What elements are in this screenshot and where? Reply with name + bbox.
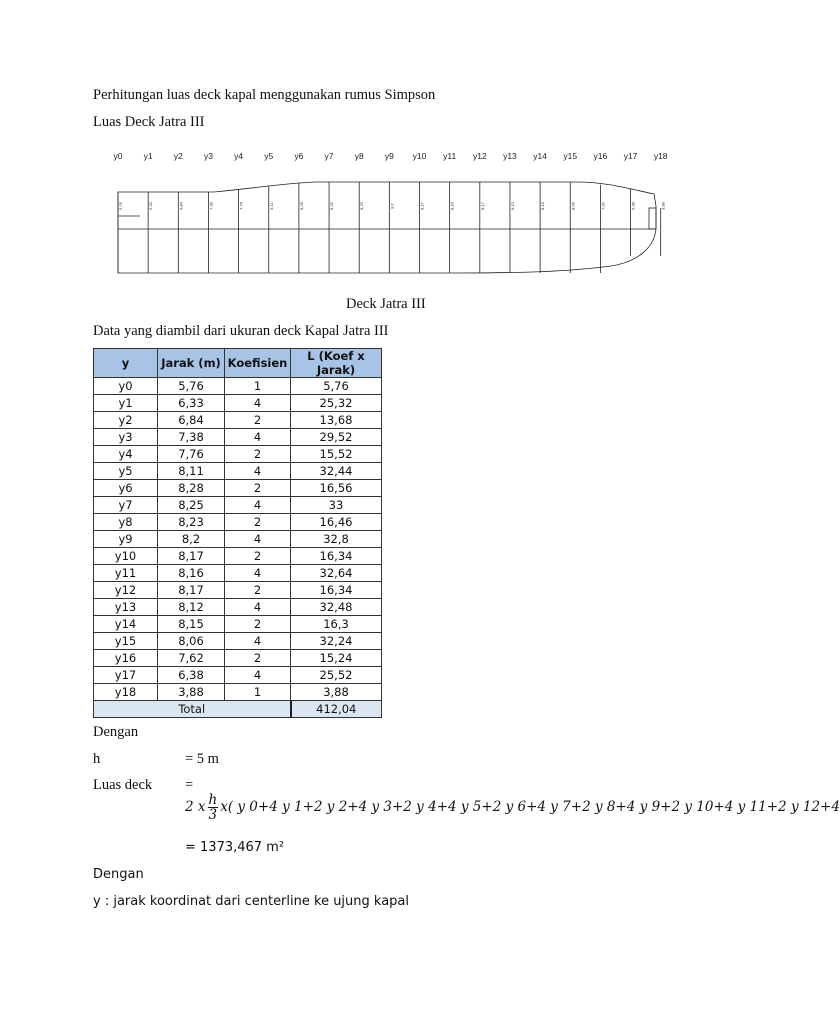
cell-jarak: 8,11 (158, 463, 225, 480)
cell-jarak: 7,38 (158, 429, 225, 446)
cell-koefisien: 4 (225, 497, 291, 514)
table-row (94, 463, 382, 480)
measurement-label: 8,23 (359, 202, 365, 210)
cell-y: y13 (94, 599, 158, 616)
measurement-label: 6,38 (630, 202, 636, 210)
cell-y: y18 (94, 684, 158, 701)
station-label: y0 (113, 151, 123, 161)
measurement-label: 8,28 (298, 202, 304, 210)
cell-l: 16,46 (291, 514, 382, 531)
station-label: y18 (653, 151, 668, 161)
table-row (94, 650, 382, 667)
station-label: y9 (384, 151, 394, 161)
cell-y: y6 (94, 480, 158, 497)
cell-y: y11 (94, 565, 158, 582)
cell-jarak: 6,84 (158, 412, 225, 429)
measurement-label: 8,2 (389, 203, 395, 209)
measurement-label: 6,33 (148, 202, 154, 210)
measurement-label: 8,12 (509, 202, 515, 210)
cell-jarak: 7,76 (158, 446, 225, 463)
cell-koefisien: 4 (225, 463, 291, 480)
measurement-label: 8,16 (449, 202, 455, 210)
total-label: Total (94, 701, 291, 718)
cell-y: y9 (94, 531, 158, 548)
fraction-denominator: 3 (208, 807, 218, 823)
station-label: y1 (143, 151, 153, 161)
measurement-label: 8,17 (479, 202, 485, 210)
table-row (94, 480, 382, 497)
station-label: y17 (623, 151, 638, 161)
measurement-label: 7,38 (208, 202, 214, 210)
cell-jarak: 5,76 (158, 378, 225, 395)
measurement-label: 8,25 (329, 202, 335, 210)
station-label: y7 (324, 151, 334, 161)
cell-jarak: 8,17 (158, 582, 225, 599)
cell-jarak: 8,2 (158, 531, 225, 548)
table-row (94, 616, 382, 633)
cell-l: 16,56 (291, 480, 382, 497)
cell-jarak: 7,62 (158, 650, 225, 667)
cell-l: 33 (291, 497, 382, 514)
measurement-label: 6,84 (178, 202, 184, 210)
cell-l: 16,34 (291, 582, 382, 599)
table-row (94, 582, 382, 599)
cell-l: 25,32 (291, 395, 382, 412)
cell-l: 32,48 (291, 599, 382, 616)
heading: Perhitungan luas deck kapal menggunakan rumus Simpson (93, 87, 436, 103)
cell-jarak: 8,23 (158, 514, 225, 531)
h-value: = 5 m (185, 751, 219, 767)
formula-body: x( y 0+4 y 1+2 y 2+4 y 3+2 y 4+4 y 5+2 y 6+4 y 7+2 y 8+4 y 9+2 y 10+4 y 11+2 y 12+4 (220, 799, 840, 815)
cell-koefisien: 2 (225, 650, 291, 667)
table-row (94, 412, 382, 429)
table-row (94, 395, 382, 412)
cell-y: y8 (94, 514, 158, 531)
station-label: y6 (294, 151, 304, 161)
cell-l: 32,44 (291, 463, 382, 480)
cell-koefisien: 2 (225, 582, 291, 599)
cell-y: y17 (94, 667, 158, 684)
station-label: y8 (354, 151, 364, 161)
cell-koefisien: 2 (225, 548, 291, 565)
cell-l: 32,64 (291, 565, 382, 582)
station-label: y5 (264, 151, 274, 161)
header-koefisien: Koefisien (225, 349, 291, 378)
cell-l: 3,88 (291, 684, 382, 701)
cell-koefisien: 4 (225, 565, 291, 582)
cell-l: 25,52 (291, 667, 382, 684)
measurement-label: 7,62 (600, 202, 606, 210)
cell-jarak: 8,16 (158, 565, 225, 582)
cell-jarak: 8,06 (158, 633, 225, 650)
cell-l: 29,52 (291, 429, 382, 446)
dengan-label-2: Dengan (93, 867, 144, 882)
cell-y: y4 (94, 446, 158, 463)
cell-l: 15,52 (291, 446, 382, 463)
station-label: y11 (443, 151, 457, 161)
cell-l: 32,24 (291, 633, 382, 650)
measurement-label: 5,76 (118, 202, 123, 210)
cell-jarak: 8,25 (158, 497, 225, 514)
bow-box (649, 208, 656, 229)
cell-l: 16,34 (291, 548, 382, 565)
cell-l: 32,8 (291, 531, 382, 548)
cell-y: y15 (94, 633, 158, 650)
header-l: L (Koef x Jarak) (291, 349, 382, 378)
cell-y: y3 (94, 429, 158, 446)
cell-koefisien: 2 (225, 480, 291, 497)
cell-y: y2 (94, 412, 158, 429)
cell-koefisien: 4 (225, 429, 291, 446)
result-value: = 1373,467 m² (185, 840, 285, 855)
table-row (94, 446, 382, 463)
total-value: 412,04 (291, 701, 382, 718)
cell-koefisien: 4 (225, 667, 291, 684)
formula-prefix: 2 x (185, 799, 206, 815)
station-label: y10 (412, 151, 427, 161)
table-row (94, 667, 382, 684)
h-label: h (93, 751, 101, 767)
cell-y: y16 (94, 650, 158, 667)
cell-y: y5 (94, 463, 158, 480)
table-row (94, 599, 382, 616)
measurement-label: 8,11 (268, 202, 274, 210)
measurement-label: 8,15 (540, 202, 546, 210)
cell-y: y0 (94, 378, 158, 395)
station-label: y12 (472, 151, 487, 161)
cell-jarak: 6,33 (158, 395, 225, 412)
cell-l: 15,24 (291, 650, 382, 667)
table-row (94, 684, 382, 701)
cell-y: y7 (94, 497, 158, 514)
cell-y: y1 (94, 395, 158, 412)
deck-diagram (96, 144, 676, 289)
header-jarak: Jarak (m) (158, 349, 225, 378)
table-row (94, 548, 382, 565)
cell-koefisien: 2 (225, 446, 291, 463)
station-label: y4 (234, 151, 244, 161)
measurement-label: 7,76 (238, 202, 244, 210)
data-table (93, 348, 382, 718)
cell-jarak: 8,15 (158, 616, 225, 633)
cell-koefisien: 2 (225, 412, 291, 429)
hull-outline (118, 182, 656, 273)
measurement-label: 8,06 (570, 202, 576, 210)
cell-l: 5,76 (291, 378, 382, 395)
cell-jarak: 8,28 (158, 480, 225, 497)
table-intro: Data yang diambil dari ukuran deck Kapal Jatra III (93, 323, 389, 339)
cell-koefisien: 4 (225, 633, 291, 650)
cell-jarak: 6,38 (158, 667, 225, 684)
formula-fraction (208, 793, 219, 822)
cell-koefisien: 4 (225, 395, 291, 412)
cell-jarak: 3,88 (158, 684, 225, 701)
station-label: y14 (533, 151, 547, 161)
station-label: y15 (563, 151, 578, 161)
cell-l: 16,3 (291, 616, 382, 633)
cell-koefisien: 2 (225, 514, 291, 531)
table-row (94, 531, 382, 548)
luas-label: Luas deck (93, 777, 153, 793)
diagram-caption: Deck Jatra III (346, 296, 426, 312)
subheading: Luas Deck Jatra III (93, 114, 205, 130)
station-label: y2 (173, 151, 183, 161)
dengan-label: Dengan (93, 724, 139, 740)
table-header-row (94, 349, 382, 378)
cell-jarak: 8,17 (158, 548, 225, 565)
table-row (94, 565, 382, 582)
cell-koefisien: 1 (225, 684, 291, 701)
table-row (94, 514, 382, 531)
table-row (94, 497, 382, 514)
station-label: y13 (503, 151, 517, 161)
cell-y: y10 (94, 548, 158, 565)
table-row (94, 633, 382, 650)
cell-koefisien: 4 (225, 599, 291, 616)
measurement-label: 3,88 (660, 202, 666, 210)
table-row (94, 429, 382, 446)
cell-koefisien: 1 (225, 378, 291, 395)
fraction-numerator: h (208, 792, 218, 808)
station-label: y3 (203, 151, 213, 161)
cell-jarak: 8,12 (158, 599, 225, 616)
table-total-row (94, 701, 382, 718)
luas-equals: = (185, 777, 194, 793)
cell-koefisien: 2 (225, 616, 291, 633)
cell-y: y12 (94, 582, 158, 599)
cell-y: y14 (94, 616, 158, 633)
measurement-label: 8,17 (419, 202, 425, 210)
cell-l: 13,68 (291, 412, 382, 429)
definition-text: y : jarak koordinat dari centerline ke ujung kapal (93, 894, 410, 909)
simpson-formula (185, 792, 840, 823)
header-y: y (94, 349, 158, 378)
cell-koefisien: 4 (225, 531, 291, 548)
table-row (94, 378, 382, 395)
station-label: y16 (593, 151, 608, 161)
